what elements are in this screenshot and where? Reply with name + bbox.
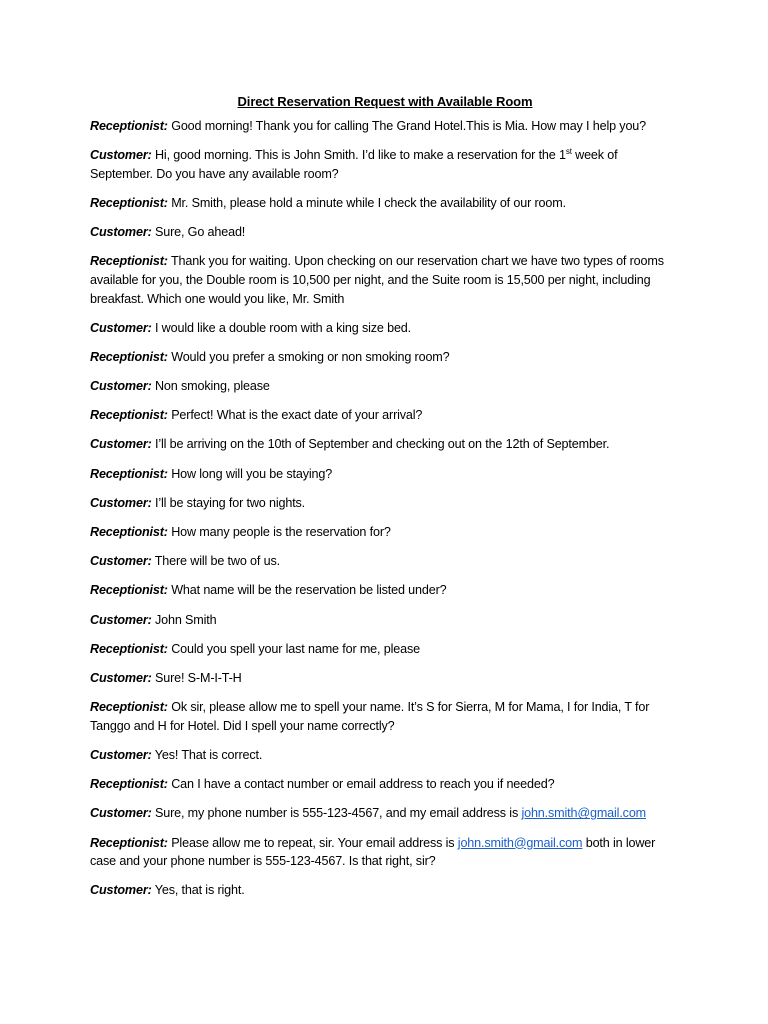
speaker-label: Receptionist: xyxy=(90,777,168,792)
speaker-label: Customer: xyxy=(90,554,152,569)
turn-text: Sure! S-M-I-T-H xyxy=(154,670,242,685)
turn-text: I’ll be staying for two nights. xyxy=(154,495,306,510)
dialogue-turn xyxy=(90,834,680,871)
dialogue-turn xyxy=(90,146,680,183)
speaker-label: Receptionist: xyxy=(90,119,168,133)
turn-text: Can I have a contact number or email address to reach you if needed? xyxy=(171,777,555,792)
speaker-label: Customer: xyxy=(90,437,152,452)
turn-text: Would you prefer a smoking or non smoking room? xyxy=(171,349,450,364)
dialogue-turn xyxy=(90,252,680,308)
speaker-label: Receptionist: xyxy=(90,835,168,850)
dialogue-turn xyxy=(90,881,680,900)
turn-text-continued: week of September. Do you have any available room? xyxy=(90,148,618,181)
email-link[interactable]: john.smith@gmail.com xyxy=(521,806,647,821)
turn-text: Perfect! What is the exact date of your arrival? xyxy=(171,408,423,423)
speaker-label: Customer: xyxy=(90,495,152,510)
dialogue-turn xyxy=(90,494,680,513)
document-page xyxy=(90,93,680,910)
dialogue-turn xyxy=(90,348,680,367)
speaker-label: Customer: xyxy=(90,320,152,335)
speaker-label: Receptionist: xyxy=(90,700,168,715)
speaker-label: Customer: xyxy=(90,612,152,627)
dialogue-turn xyxy=(90,669,680,688)
speaker-label: Customer: xyxy=(90,883,152,898)
ordinal-suffix: st xyxy=(565,147,572,156)
turn-text: What name will be the reservation be listed under? xyxy=(171,583,447,598)
dialogue-turn xyxy=(90,319,680,338)
document-title: Direct Reservation Request with Available Room xyxy=(237,94,533,109)
dialogue-turn xyxy=(90,640,680,659)
speaker-label: Customer: xyxy=(90,225,152,240)
turn-text-continued: both in lower case and your phone number is 555-123-4567. Is that right, sir? xyxy=(90,835,656,869)
dialogue-turn xyxy=(90,775,680,794)
dialogue-turn xyxy=(90,435,680,454)
speaker-label: Receptionist: xyxy=(90,408,168,423)
dialogue-turn xyxy=(90,552,680,571)
speaker-label: Receptionist: xyxy=(90,583,168,598)
turn-text: I’ll be arriving on the 10th of September and checking out on the 12th of September. xyxy=(154,437,610,452)
dialogue-turn xyxy=(90,746,680,765)
turn-text: Please allow me to repeat, sir. Your email address is xyxy=(171,835,458,850)
turn-text: Sure, my phone number is 555-123-4567, and my email address is xyxy=(154,806,522,821)
dialogue-turn xyxy=(90,117,680,136)
speaker-label: Receptionist: xyxy=(90,254,168,269)
speaker-label: Receptionist: xyxy=(90,641,168,656)
speaker-label: Receptionist: xyxy=(90,466,168,481)
speaker-label: Receptionist: xyxy=(90,349,168,364)
speaker-label: Customer: xyxy=(90,148,152,163)
turn-text: How long will you be staying? xyxy=(171,466,333,481)
speaker-label: Customer: xyxy=(90,747,152,762)
turn-text: John Smith xyxy=(154,612,217,627)
turn-text: Non smoking, please xyxy=(154,379,270,394)
turn-text: Yes! That is correct. xyxy=(154,747,263,762)
turn-text: Yes, that is right. xyxy=(154,883,245,898)
turn-text: I would like a double room with a king size bed. xyxy=(154,320,411,335)
dialogue-turn xyxy=(90,223,680,242)
dialogue-turn xyxy=(90,377,680,396)
turn-text: Ok sir, please allow me to spell your name. It’s S for Sierra, M for Mama, I for India, T for Tanggo and H for Hotel. Did I spell your name correctly? xyxy=(90,700,650,733)
turn-text: Good morning! Thank you for calling The Grand Hotel.This is Mia. How may I help you? xyxy=(171,119,647,133)
turn-text: How many people is the reservation for? xyxy=(171,525,391,540)
turn-text: Mr. Smith, please hold a minute while I check the availability of our room. xyxy=(171,195,566,210)
dialogue-turn xyxy=(90,465,680,484)
turn-text: There will be two of us. xyxy=(154,554,280,569)
speaker-label: Customer: xyxy=(90,670,152,685)
speaker-label: Receptionist: xyxy=(90,195,168,210)
speaker-label: Customer: xyxy=(90,806,152,821)
dialogue-turn xyxy=(90,406,680,425)
dialogue-turn xyxy=(90,698,680,735)
speaker-label: Customer: xyxy=(90,379,152,394)
turn-text: Thank you for waiting. Upon checking on our reservation chart we have two types of rooms available for you, the Double room is 10,500 per night, and the Suite room is 15,500 per night, including breakfast. Which one would you like, Mr. Smith xyxy=(90,254,664,306)
dialogue-turn xyxy=(90,581,680,600)
turn-text: Sure, Go ahead! xyxy=(154,225,246,240)
turn-text: Hi, good morning. This is John Smith. I’d like to make a reservation for the 1 xyxy=(154,148,566,163)
dialogue-turn xyxy=(90,611,680,630)
dialogue xyxy=(90,117,680,900)
speaker-label: Receptionist: xyxy=(90,525,168,540)
dialogue-turn xyxy=(90,804,680,823)
email-link[interactable]: john.smith@gmail.com xyxy=(457,835,583,850)
turn-text: Could you spell your last name for me, please xyxy=(171,641,420,656)
dialogue-turn xyxy=(90,523,680,542)
dialogue-turn xyxy=(90,194,680,213)
